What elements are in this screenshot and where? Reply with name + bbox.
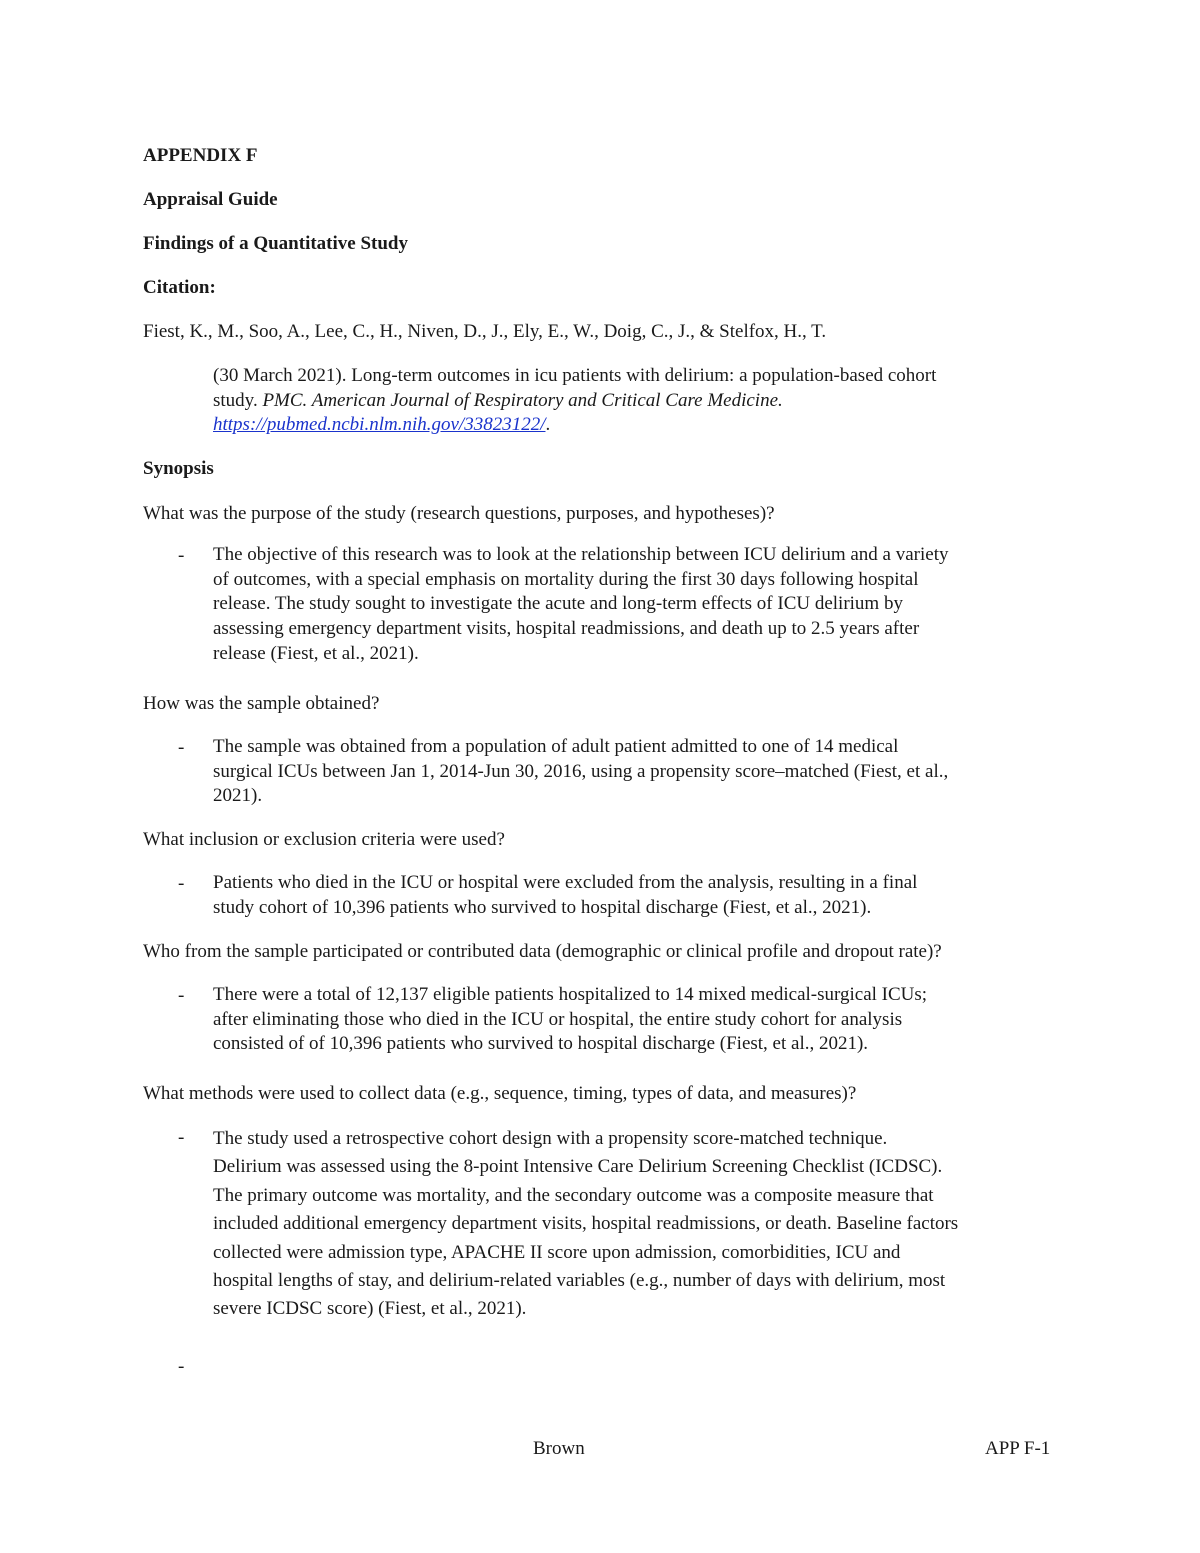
answer-line: surgical ICUs between Jan 1, 2014-Jun 30, 2016, using a propensity score–matched (Fiest, et al.,	[213, 760, 949, 782]
answer-line: collected were admission type, APACHE II score upon admission, comorbidities, ICU and	[213, 1241, 901, 1263]
answer-line: hospital lengths of stay, and delirium-related variables (e.g., number of days with delirium, most	[213, 1270, 946, 1292]
bullet-marker: -	[178, 545, 185, 566]
answer-methods	[213, 1125, 1073, 1324]
answer-line: release. The study sought to investigate the acute and long-term effects of ICU delirium by	[213, 593, 903, 615]
answer-criteria	[213, 871, 1073, 920]
citation-detail	[213, 364, 1073, 438]
answer-line: Patients who died in the ICU or hospital were excluded from the analysis, resulting in a final	[213, 872, 918, 893]
question-criteria: What inclusion or exclusion criteria were used?	[143, 829, 505, 850]
citation-url-link[interactable]: https://pubmed.ncbi.nlm.nih.gov/33823122/	[213, 414, 546, 435]
answer-line: assessing emergency department visits, hospital readmissions, and death up to 2.5 years after	[213, 618, 920, 640]
bullet-marker: -	[178, 1127, 185, 1148]
answer-sample	[213, 735, 1073, 809]
answer-line: The study used a retrospective cohort design with a propensity score-matched technique.	[213, 1128, 888, 1149]
citation-url-suffix: .	[545, 414, 551, 435]
study-type-title: Findings of a Quantitative Study	[143, 233, 408, 254]
appendix-title: APPENDIX F	[143, 145, 258, 166]
bullet-marker: -	[178, 985, 185, 1006]
answer-line: included additional emergency department visits, hospital readmissions, or death. Baseline factors	[213, 1213, 959, 1235]
answer-line: release (Fiest, et al., 2021).	[213, 642, 419, 664]
bullet-marker: -	[178, 737, 185, 758]
answer-line: There were a total of 12,137 eligible patients hospitalized to 14 mixed medical-surgical ICUs;	[213, 984, 928, 1005]
question-purpose: What was the purpose of the study (research questions, purposes, and hypotheses)?	[143, 503, 775, 524]
answer-purpose	[213, 543, 1073, 667]
footer-author: Brown	[533, 1438, 585, 1459]
answer-line: of outcomes, with a special emphasis on mortality during the first 30 days following hospital	[213, 568, 919, 590]
question-participants: Who from the sample participated or contributed data (demographic or clinical profile and dropout rate)?	[143, 941, 942, 962]
answer-participants	[213, 983, 1073, 1057]
answer-line: The primary outcome was mortality, and the secondary outcome was a composite measure that	[213, 1184, 934, 1206]
citation-detail-line-2	[213, 389, 1073, 414]
answer-line: study cohort of 10,396 patients who survived to hospital discharge (Fiest, et al., 2021).	[213, 896, 872, 918]
answer-line: after eliminating those who died in the ICU or hospital, the entire study cohort for analysis	[213, 1008, 903, 1030]
bullet-marker: -	[178, 873, 185, 894]
question-sample: How was the sample obtained?	[143, 693, 380, 714]
question-methods: What methods were used to collect data (e.g., sequence, timing, types of data, and measures)?	[143, 1083, 857, 1104]
citation-label: Citation:	[143, 277, 216, 298]
footer-page-label: APP F-1	[985, 1438, 1051, 1459]
answer-line: The objective of this research was to look at the relationship between ICU delirium and a variety	[213, 544, 949, 565]
synopsis-label: Synopsis	[143, 458, 214, 479]
citation-journal: PMC. American Journal of Respiratory and Critical Care Medicine.	[262, 389, 783, 411]
answer-line: Delirium was assessed using the 8-point Intensive Care Delirium Screening Checklist (ICDSC).	[213, 1156, 943, 1178]
answer-line: The sample was obtained from a population of adult patient admitted to one of 14 medical	[213, 736, 899, 757]
answer-line: severe ICDSC score) (Fiest, et al., 2021).	[213, 1298, 527, 1320]
bullet-marker-empty: -	[178, 1356, 185, 1377]
answer-line: 2021).	[213, 785, 263, 807]
citation-detail-line-1: (30 March 2021). Long-term outcomes in icu patients with delirium: a population-based cohort	[213, 365, 937, 386]
citation-authors: Fiest, K., M., Soo, A., Lee, C., H., Niven, D., J., Ely, E., W., Doig, C., J., & Stelfox, H., T.	[143, 321, 827, 342]
guide-title: Appraisal Guide	[143, 189, 278, 210]
answer-line: consisted of of 10,396 patients who survived to hospital discharge (Fiest, et al., 2021).	[213, 1033, 869, 1055]
citation-detail-line-3	[213, 413, 1073, 438]
citation-study-text: study.	[213, 389, 263, 411]
